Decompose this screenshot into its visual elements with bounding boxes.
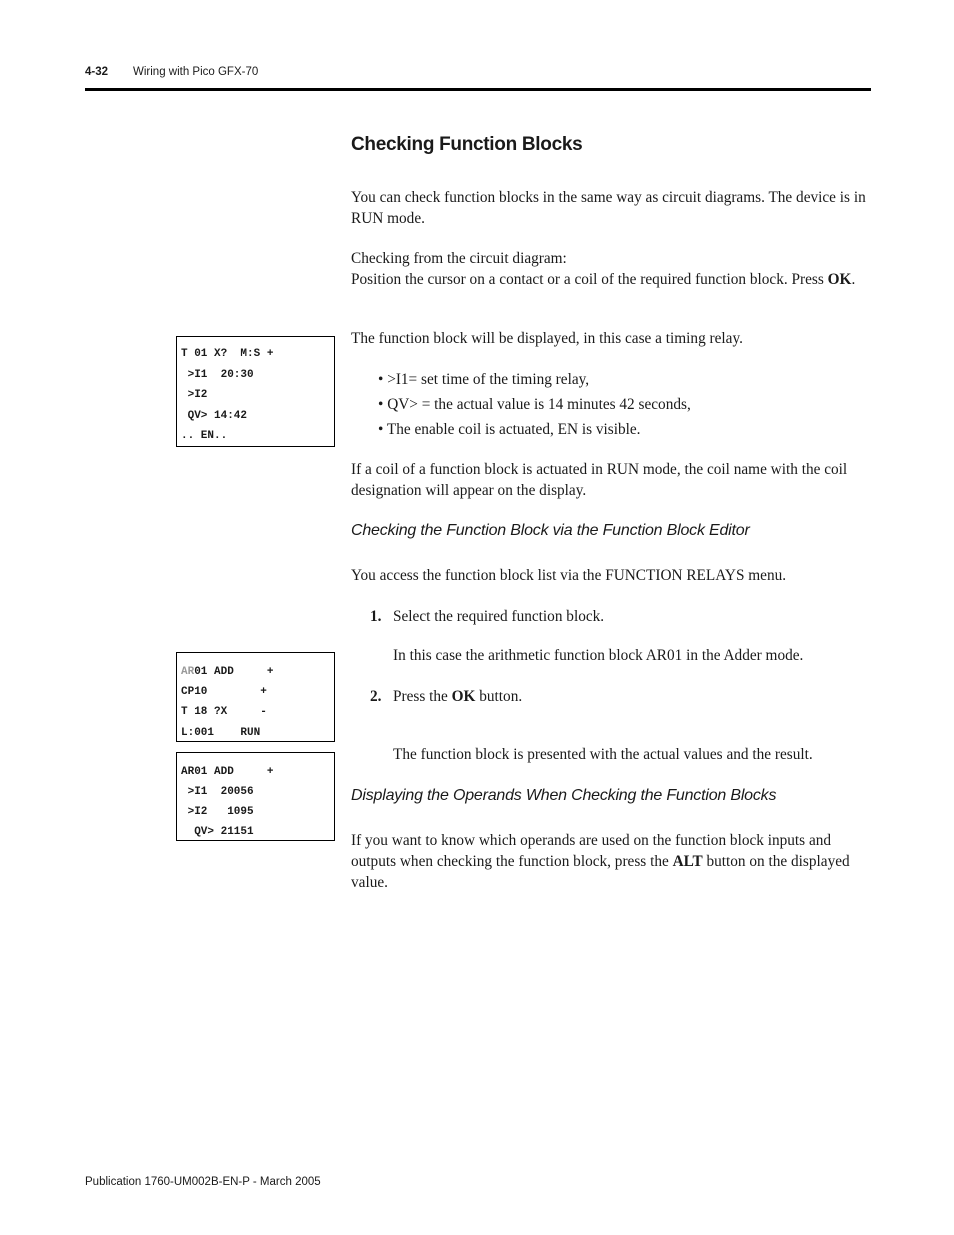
lcd-line: QV> 14:42: [181, 410, 248, 422]
access-paragraph: You access the function block list via the FUNCTION RELAYS menu.: [351, 567, 787, 584]
bullet-item: • >I1= set time of the timing relay,: [378, 371, 590, 388]
step-1-detail: In this case the arithmetic function block AR01 in the Adder mode.: [393, 647, 804, 664]
page-number: 4-32: [85, 66, 109, 78]
lcd-line: L:001 RUN: [181, 727, 261, 739]
displayed-paragraph: The function block will be displayed, in this case a timing relay.: [351, 330, 743, 347]
lcd-line: >I2 1095: [181, 806, 254, 818]
bullet-item: • The enable coil is actuated, EN is visible.: [378, 421, 641, 438]
lcd-display-adder-values: [176, 752, 335, 841]
section-title: Checking Function Blocks: [351, 134, 583, 155]
intro-paragraph: You can check function blocks in the same way as circuit diagrams. The device is in RUN mode.: [351, 189, 866, 227]
checking-from-label: Checking from the circuit diagram:: [351, 250, 567, 267]
subheading-operands: Displaying the Operands When Checking the Function Blocks: [351, 787, 777, 804]
bullet-item: • QV> = the actual value is 14 minutes 42 seconds,: [378, 396, 691, 413]
lcd-line: AR01 ADD +: [181, 666, 274, 678]
position-instruction: Position the cursor on a contact or a coil of the required function block. Press OK.: [351, 271, 856, 288]
coil-paragraph: If a coil of a function block is actuated in RUN mode, the coil name with the coil designation will appear on the display.: [351, 461, 848, 499]
presented-paragraph: The function block is presented with the actual values and the result.: [393, 746, 813, 763]
lcd-line: T 18 ?X -: [181, 706, 267, 718]
subheading-editor: Checking the Function Block via the Function Block Editor: [351, 522, 750, 539]
chapter-title: Wiring with Pico GFX-70: [133, 66, 259, 78]
publication-footer: Publication 1760-UM002B-EN-P - March 2005: [85, 1176, 321, 1188]
lcd-line: QV> 21151: [181, 826, 254, 838]
lcd-line: .. EN..: [181, 430, 228, 442]
lcd-line: >I2: [181, 389, 208, 401]
lcd-line: >I1 20:30: [181, 369, 254, 381]
step-2: 2. Press the OK button.: [370, 688, 523, 705]
lcd-line: >I1 20056: [181, 786, 254, 798]
checking-from-paragraph: [351, 248, 876, 290]
lcd-cursor-highlight: AR: [181, 666, 195, 678]
lcd-display-timing-relay: [176, 336, 335, 447]
lcd-line: AR01 ADD +: [181, 766, 274, 778]
lcd-line: T 01 X? M:S +: [181, 348, 274, 360]
header-rule: [85, 88, 871, 91]
operands-paragraph: If you want to know which operands are used on the function block inputs and outputs when checking the function block, press the ALT button on the displayed value.: [351, 832, 850, 891]
lcd-display-function-block-list: [176, 652, 335, 742]
lcd-line: CP10 +: [181, 686, 267, 698]
step-1: 1. Select the required function block.: [370, 608, 605, 625]
